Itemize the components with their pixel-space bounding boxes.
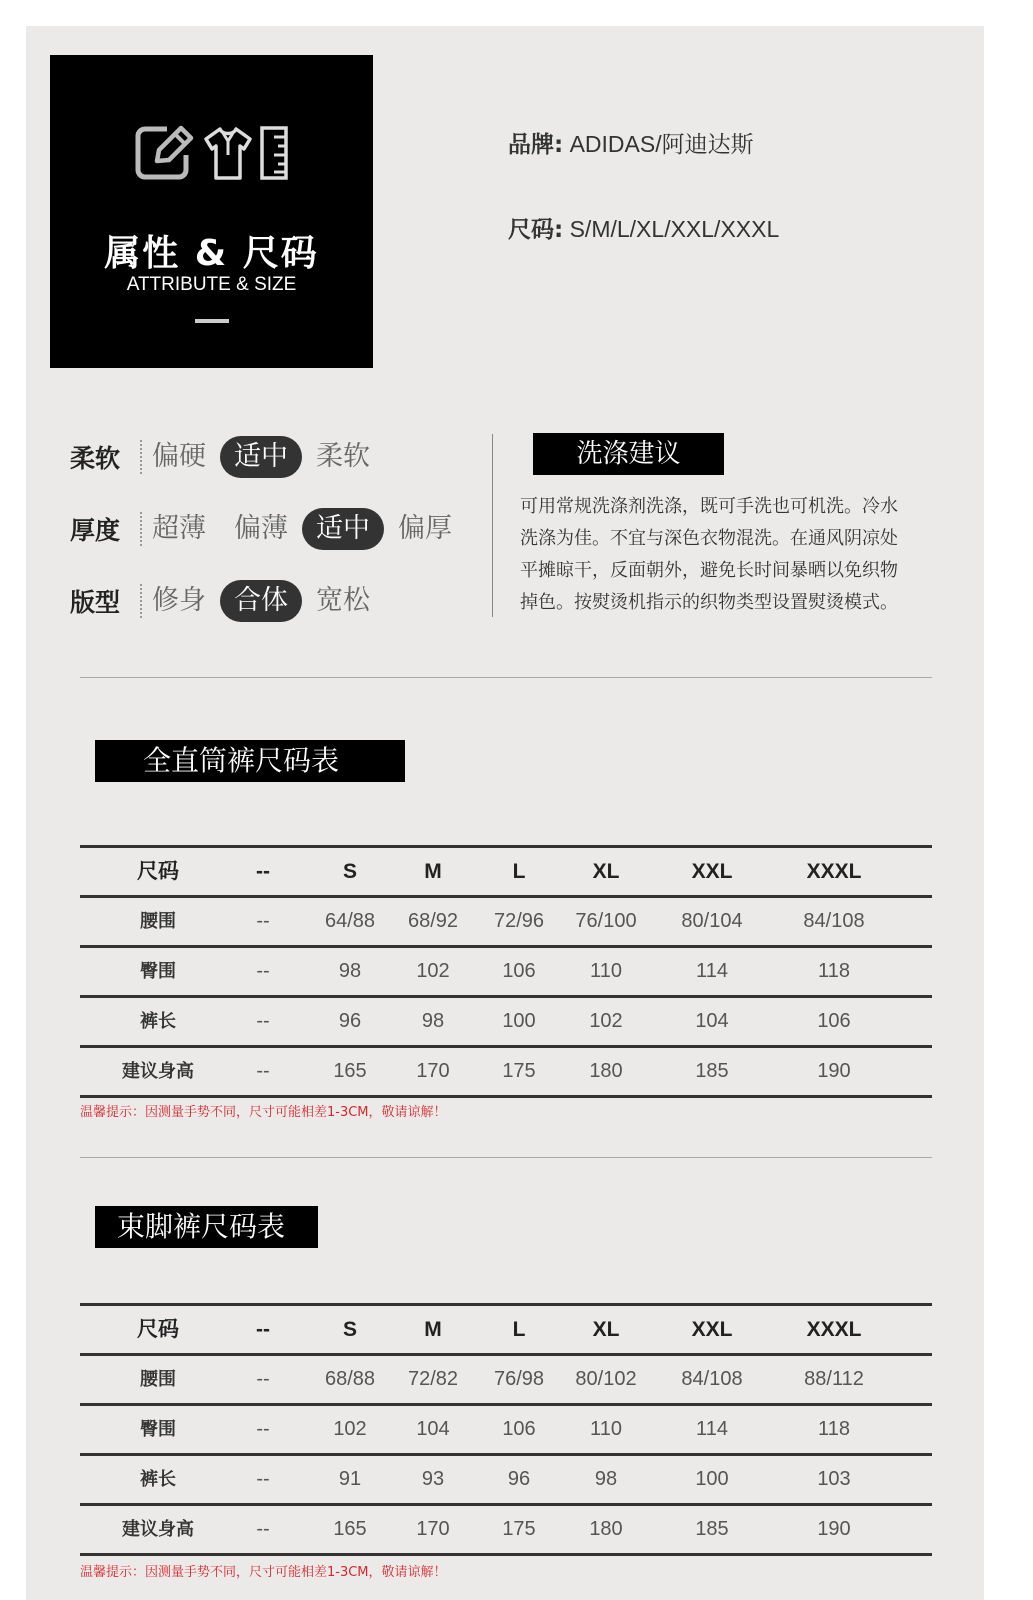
table-cell: 84/108 <box>803 910 865 932</box>
table-cell: 180 <box>589 1060 623 1082</box>
attribute-option: 偏厚 <box>398 513 452 544</box>
table-row-label: 裤长 <box>140 1469 176 1490</box>
table-cell: 170 <box>416 1518 450 1540</box>
table-cell: 93 <box>421 1468 445 1490</box>
table-row <box>80 1503 932 1556</box>
edit-icon <box>135 125 197 181</box>
table-row <box>80 895 932 945</box>
table-cell: 68/92 <box>407 910 459 932</box>
table-cell: 190 <box>817 1518 851 1540</box>
attribute-option-selected: 适中 <box>302 508 384 550</box>
table-cell: 185 <box>695 1518 729 1540</box>
brand-value: ADIDAS/阿迪达斯 <box>569 131 754 157</box>
table-cell: -- <box>256 1468 270 1490</box>
attribute-row <box>70 578 384 624</box>
table-cell: 114 <box>696 1418 728 1440</box>
table-cell: 72/96 <box>493 910 545 932</box>
table-cell: 165 <box>333 1518 367 1540</box>
table-cell: 91 <box>338 1468 362 1490</box>
table-cell: 106 <box>502 1418 536 1440</box>
table-cell: 80/104 <box>681 910 743 932</box>
attribute-separator <box>140 512 142 546</box>
table-cell: M <box>424 1318 442 1341</box>
attribute-option: 偏硬 <box>152 441 206 472</box>
table-row-label: 尺码 <box>137 860 179 883</box>
table-cell: XL <box>592 1318 620 1341</box>
table-cell: 98 <box>421 1010 445 1032</box>
jogger-pants-table-title: 束脚裤尺码表 <box>95 1206 318 1248</box>
section-divider <box>80 677 932 678</box>
table-row-label: 臀围 <box>140 961 176 982</box>
attribute-separator <box>140 584 142 618</box>
attribute-option-selected: 适中 <box>220 436 302 478</box>
banner-subtitle: ATTRIBUTE & SIZE <box>126 274 297 295</box>
straight-pants-size-table <box>80 845 932 1098</box>
table-cell: XXXL <box>806 1318 862 1341</box>
table-cell: 80/102 <box>575 1368 637 1390</box>
attribute-label: 柔软 <box>70 444 121 473</box>
table-cell: 102 <box>333 1418 367 1440</box>
vertical-divider <box>492 434 493 617</box>
table-cell: 190 <box>817 1060 851 1082</box>
table-cell: S <box>342 860 358 883</box>
table-cell: M <box>424 860 442 883</box>
attribute-separator <box>140 440 142 474</box>
table-cell: -- <box>256 1060 270 1082</box>
table-cell: 110 <box>590 960 622 982</box>
table-cell: 76/100 <box>575 910 637 932</box>
measurement-tip: 温馨提示：因测量手势不同，尺寸可能相差1-3CM，敬请谅解！ <box>80 1105 447 1120</box>
table-header-row <box>80 845 932 895</box>
table-cell: 96 <box>338 1010 362 1032</box>
table-cell: -- <box>256 860 270 883</box>
table-cell: L <box>512 1318 526 1341</box>
table-cell: -- <box>256 1368 270 1390</box>
table-cell: 84/108 <box>681 1368 743 1390</box>
table-cell: 103 <box>817 1468 851 1490</box>
table-cell: 100 <box>502 1010 536 1032</box>
table-cell: 118 <box>818 960 850 982</box>
table-cell: L <box>512 860 526 883</box>
banner-divider <box>195 319 229 323</box>
table-cell: 185 <box>695 1060 729 1082</box>
measurement-tip: 温馨提示：因测量手势不同，尺寸可能相差1-3CM，敬请谅解！ <box>80 1565 447 1580</box>
table-cell: 106 <box>502 960 536 982</box>
table-header-row <box>80 1303 932 1353</box>
table-row-label: 建议身高 <box>122 1061 194 1082</box>
table-cell: 102 <box>416 960 450 982</box>
brand-line <box>508 126 754 159</box>
table-row <box>80 995 932 1045</box>
attribute-option: 柔软 <box>316 441 370 472</box>
wash-line: 掉色。按熨烫机指示的织物类型设置熨烫模式。 <box>520 592 898 613</box>
attribute-option: 超薄 <box>152 513 206 544</box>
table-cell: 106 <box>817 1010 851 1032</box>
table-row <box>80 1403 932 1453</box>
table-cell: -- <box>256 1318 270 1341</box>
ruler-icon <box>259 125 289 181</box>
table-cell: 165 <box>333 1060 367 1082</box>
wash-line: 平摊晾干，反面朝外，避免长时间暴晒以免织物 <box>520 560 898 581</box>
jogger-pants-size-table <box>80 1303 932 1556</box>
attribute-row <box>70 434 384 480</box>
wash-instructions <box>520 491 960 619</box>
table-cell: 100 <box>695 1468 729 1490</box>
table-cell: 76/98 <box>493 1368 545 1390</box>
table-cell: -- <box>256 1418 270 1440</box>
attribute-option: 偏薄 <box>234 513 288 544</box>
table-cell: 98 <box>594 1468 618 1490</box>
straight-pants-table-title: 全直筒裤尺码表 <box>95 740 405 782</box>
table-row <box>80 945 932 995</box>
table-cell: 175 <box>502 1060 536 1082</box>
table-cell: XXXL <box>806 860 862 883</box>
table-cell: 104 <box>416 1418 450 1440</box>
wash-line: 洗涤为佳。不宜与深色衣物混洗。在通风阴凉处 <box>520 528 898 549</box>
attribute-size-banner <box>50 55 373 368</box>
table-cell: S <box>342 1318 358 1341</box>
table-row-label: 建议身高 <box>122 1519 194 1540</box>
banner-icons <box>50 123 373 183</box>
table-cell: 68/88 <box>324 1368 376 1390</box>
table-row-label: 腰围 <box>140 911 176 932</box>
table-row <box>80 1453 932 1503</box>
table-cell: 170 <box>416 1060 450 1082</box>
table-cell: 180 <box>589 1518 623 1540</box>
attribute-option-selected: 合体 <box>220 580 302 622</box>
table-cell: -- <box>256 1010 270 1032</box>
table-row-label: 腰围 <box>140 1369 176 1390</box>
attribute-row <box>70 506 466 552</box>
table-cell: XXL <box>691 1318 733 1341</box>
table-cell: 102 <box>589 1010 623 1032</box>
table-cell: -- <box>256 910 270 932</box>
wash-title: 洗涤建议 <box>533 433 724 475</box>
table-row-label: 尺码 <box>137 1318 179 1341</box>
size-label: 尺码: <box>508 217 564 243</box>
table-cell: XXL <box>691 860 733 883</box>
size-value: S/M/L/XL/XXL/XXXL <box>569 216 780 242</box>
table-cell: 72/82 <box>407 1368 459 1390</box>
table-row <box>80 1353 932 1403</box>
table-cell: -- <box>256 1518 270 1540</box>
section-divider <box>80 1157 932 1158</box>
table-cell: 118 <box>818 1418 850 1440</box>
wash-line: 可用常规洗涤剂洗涤，既可手洗也可机洗。冷水 <box>520 496 898 517</box>
brand-label: 品牌: <box>508 132 564 158</box>
table-cell: 114 <box>696 960 728 982</box>
size-info-card <box>26 26 984 1600</box>
banner-title: 属性 & 尺码 <box>104 233 319 274</box>
attribute-label: 厚度 <box>70 516 121 545</box>
table-cell: 98 <box>338 960 362 982</box>
tshirt-icon <box>203 125 253 181</box>
table-row-label: 臀围 <box>140 1419 176 1440</box>
attribute-label: 版型 <box>70 588 121 617</box>
table-row <box>80 1045 932 1098</box>
size-line <box>508 211 779 244</box>
table-cell: 110 <box>590 1418 622 1440</box>
table-cell: 88/112 <box>804 1368 864 1390</box>
table-cell: 104 <box>695 1010 729 1032</box>
table-cell: XL <box>592 860 620 883</box>
table-cell: -- <box>256 960 270 982</box>
attribute-option: 宽松 <box>316 585 370 616</box>
table-cell: 175 <box>502 1518 536 1540</box>
table-row-label: 裤长 <box>140 1011 176 1032</box>
table-cell: 96 <box>507 1468 531 1490</box>
table-cell: 64/88 <box>324 910 376 932</box>
attribute-option: 修身 <box>152 585 206 616</box>
